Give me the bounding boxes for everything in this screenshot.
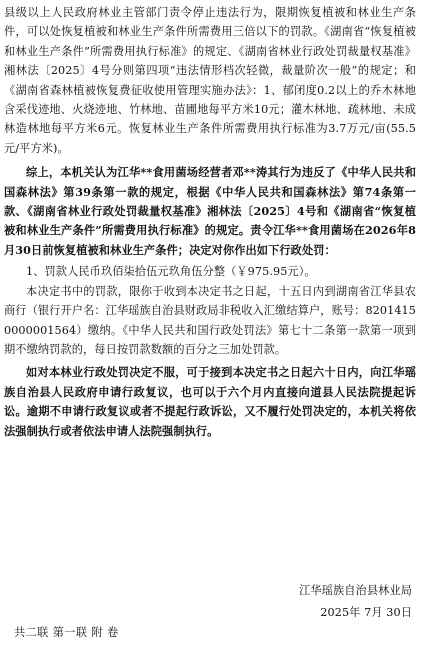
issue-date: 2025年 7月 30日 [320, 606, 412, 619]
paragraph-payment: 本决定书中的罚款，限你于收到本决定书之日起，十五日内到湖南省江华县农商行（银行开户名：江华瑶族自治县财政局非税收入汇缴结算户，账号：82014150000001564）缴纳。《中华人民共和国行政处罚法》第七十二条第一款第一项到期不缴纳罚款的，每日按罚款数额的百分之三加处罚款。 [4, 284, 416, 356]
copy-footer: 共二联 第一联 附 卷 [14, 626, 119, 639]
paragraph-legal-basis: 县级以上人民政府林业主管部门责令停止违法行为，限期恢复植被和林业生产条件，可以处恢复植被和林业生产条件所需费用三倍以下的罚款。《湖南省“恢复植被和林业生产条件”所需费用执行标准》的规定、《湖南省林业行政处罚裁量权基准》湘林法〔2025〕4号分则第四项“违法情形档次轻微，裁量阶次一般”的规定；和《湖南省森林植被恢复费征收使用管理实施办法》：1、郁闭度0.2以上的乔木林地含采伐迹地、火烧迹地、竹林地、苗圃地每平方米10元；灌木林地、疏林地、未成林造林地每平方米6元。恢复林业生产条件所需费用执行标准为3.7万元/亩(55.5元/平方米)。 [4, 6, 416, 155]
paragraph-appeal: 如对本林业行政处罚决定不服，可于接到本决定书之日起六十日内，向江华瑶族自治县人民政府申请行政复议，也可以于六个月内直接向道县人民法院提起诉讼。逾期不申请行政复议或者不提起行政诉讼，又不履行处罚决定的，本机关将依法强制执行或者依法申请人法院强制执行。 [4, 365, 416, 438]
issuing-organization: 江华瑶族自治县林业局 [299, 584, 412, 597]
penalty-item-1: 1、罚款人民币玖佰柒拾伍元玖角伍分整（￥975.95元）。 [26, 265, 316, 279]
paragraph-conclusion: 综上，本机关认为江华**食用菌场经营者邓**涛其行为违反了《中华人民共和国森林法》第39条第一款的规定，根据《中华人民共和国森林法》第74条第一款、《湖南省林业行政处罚裁量权基准》湘林法〔2025〕4号和《湖南省“恢复植被和林业生产条件”所需费用执行标准》的规定。责令江华**食用菌场在2026年8月30日前恢复植被和林业生产条件；决定对你作出如下行政处罚： [4, 165, 416, 257]
